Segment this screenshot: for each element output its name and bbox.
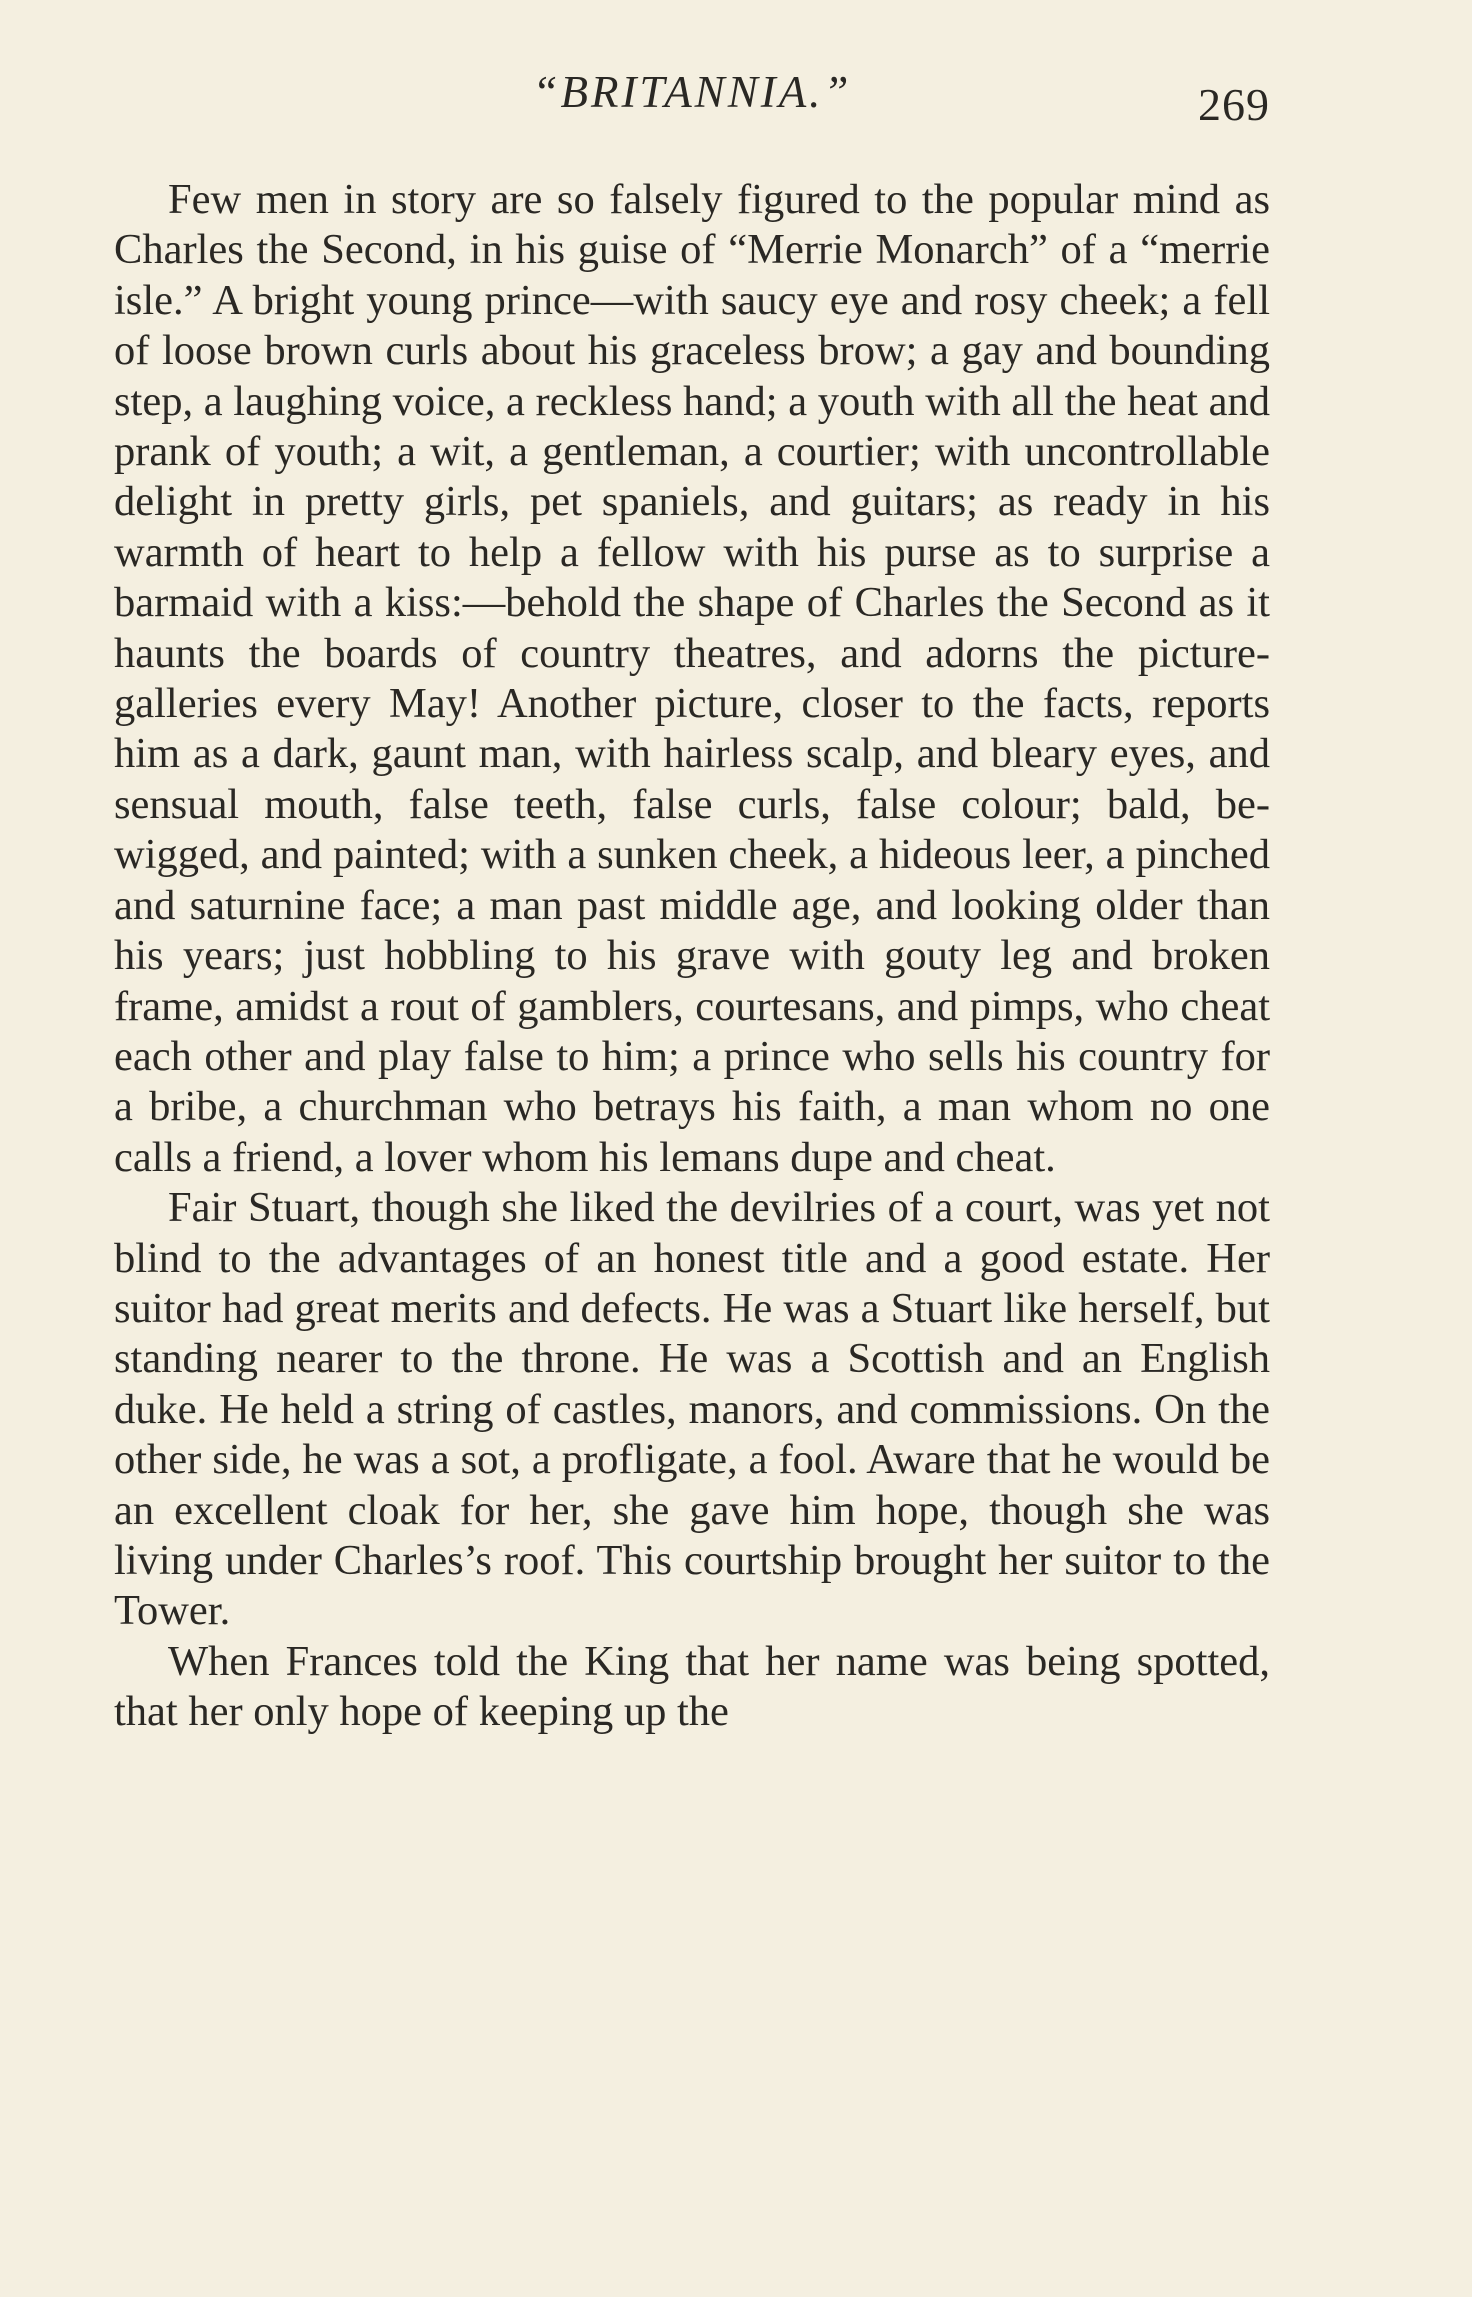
running-title: “BRITANNIA.” [532, 67, 852, 117]
page-number: 269 [1198, 79, 1270, 130]
paragraph-fair-stuart: Fair Stuart, though she liked the devilries of a court, was yet not blind to the advantages of an honest title and a good estate. Her suitor had great merits and defects. He was a Stuart like herself, but standing nearer to the throne. He was a Scottish and an English duke. He held a string of castles, manors, and commissions. On the other side, he was a sot, a profligate, a fool. Aware that he would be an excellent cloak for her, she gave him hope, though she was living under Charles’s roof. This courtship brought her suitor to the Tower. [114, 1184, 1270, 1635]
body-text [114, 175, 1270, 1738]
page-header [114, 66, 1270, 136]
paragraph-charles-the-second: Few men in story are so falsely figured to the popular mind as Charles the Second, in his guise of “Merrie Monarch” of a “merrie isle.” A bright young prince—with saucy eye and rosy cheek; a fell of loose brown curls about his graceless brow; a gay and bounding step, a laughing voice, a reckless hand; a youth with all the heat and prank of youth; a wit, a gentleman, a courtier; with uncontrollable delight in pretty girls, pet spaniels, and guitars; as ready in his warmth of heart to help a fellow with his purse as to surprise a barmaid with a kiss:—behold the shape of Charles the Second as it haunts the boards of country theatres, and adorns the picture-galleries every May! Another picture, closer to the facts, reports him as a dark, gaunt man, with hairless scalp, and bleary eyes, and sensual mouth, false teeth, false curls, false colour; bald, be-wigged, and painted; with a sunken cheek, a hideous leer, a pinched and saturnine face; a man past middle age, and looking older than his years; just hobbling to his grave with gouty leg and broken frame, amidst a rout of gamblers, courtesans, and pimps, who cheat each other and play false to him; a prince who sells his country for a bribe, a churchman who betrays his faith, a man whom no one calls a friend, a lover whom his lemans dupe and cheat. [114, 176, 1270, 1181]
paragraph-frances-told-king: When Frances told the King that her name was being spotted, that her only hope of keeping up the [114, 1637, 1270, 1736]
